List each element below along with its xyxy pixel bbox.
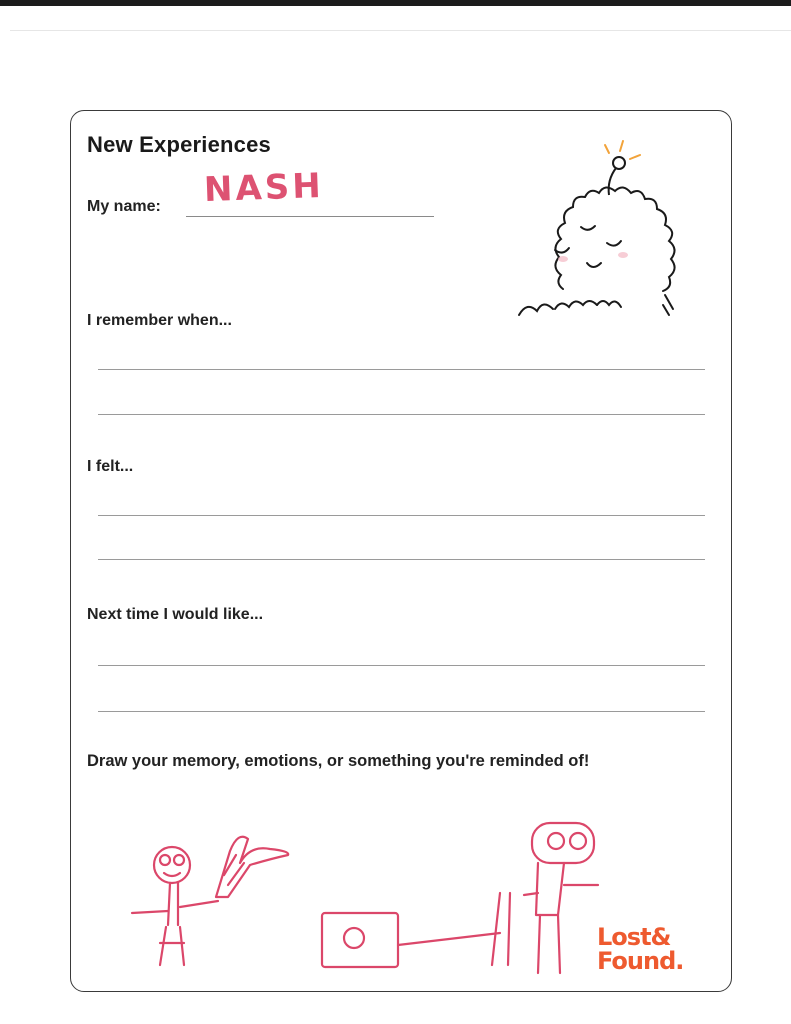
felt-line-1 — [98, 515, 705, 516]
bird-head-shape — [216, 837, 288, 897]
scan-edge — [0, 0, 791, 6]
left-figure — [132, 847, 218, 965]
cheeks-icon — [558, 252, 628, 262]
next-time-line-1 — [98, 665, 705, 666]
handwritten-name: NASH — [203, 165, 325, 211]
remember-line-2 — [98, 414, 705, 415]
sun-rays-icon — [605, 141, 640, 159]
felt-line-2 — [98, 559, 705, 560]
crayon-drawing — [120, 815, 610, 990]
page-title: New Experiences — [87, 132, 271, 157]
felt-label: I felt... — [87, 458, 134, 475]
box-shape — [322, 913, 500, 967]
name-line — [186, 216, 434, 217]
logo-line-2: Found. — [597, 947, 684, 975]
lost-and-found-logo — [597, 925, 707, 973]
remember-label: I remember when... — [87, 312, 232, 329]
name-label: My name: — [87, 198, 161, 215]
next-time-label: Next time I would like... — [87, 606, 264, 623]
next-time-line-2 — [98, 711, 705, 712]
scan-line — [10, 30, 791, 31]
remember-line-1 — [98, 369, 705, 370]
fur-outline — [519, 187, 675, 315]
draw-prompt: Draw your memory, emotions, or something you're reminded of! — [87, 752, 590, 770]
right-figure — [492, 823, 598, 973]
logo-line-1: Lost& — [597, 923, 671, 951]
fuzzy-creature-icon — [515, 135, 685, 325]
